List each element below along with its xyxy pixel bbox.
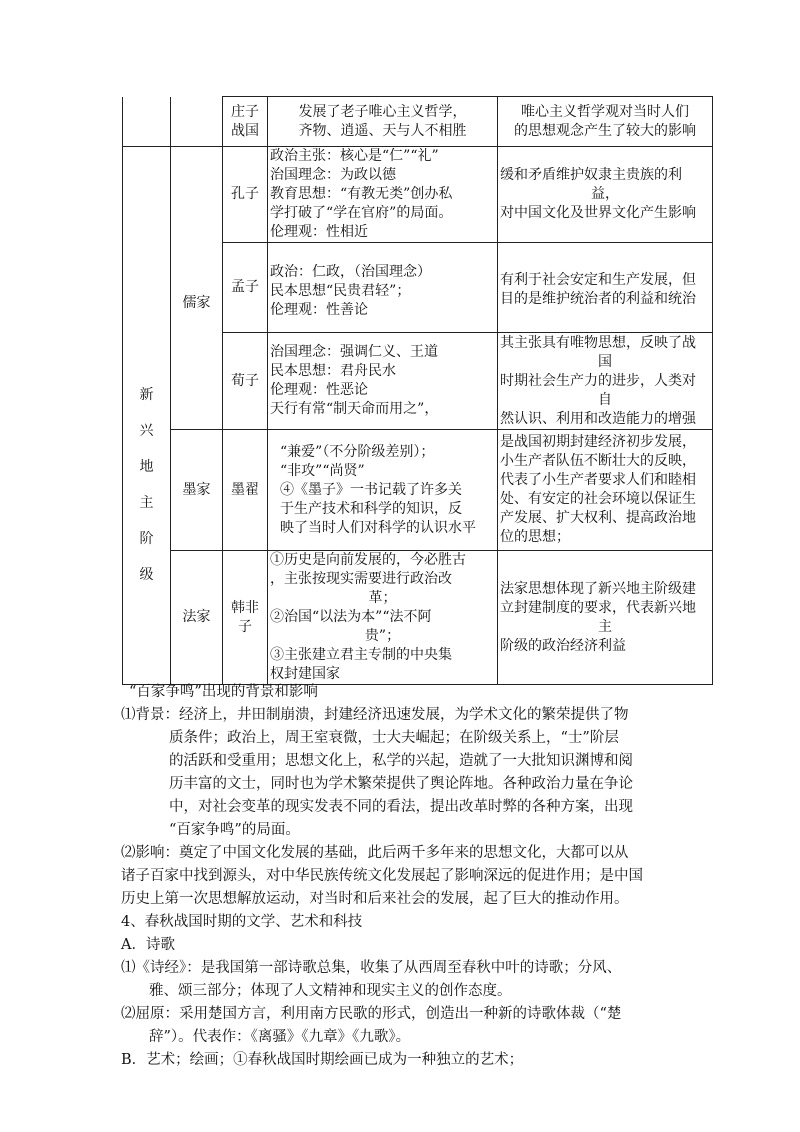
effect-line-1: ⑵影响：奠定了中国文化发展的基础，此后两千多年来的思想文化，大都可以从 xyxy=(121,845,629,861)
row-hanfeizi xyxy=(123,551,713,685)
heading-background: “百家争鸣”出现的背景和影响 xyxy=(129,684,318,700)
school-fajia: 法家 xyxy=(171,551,223,685)
background-line-5: 中，对社会变革的现实发表不同的看法，提出改革时弊的各种方案，出现 xyxy=(169,799,633,815)
effect-line-2: 诸子百家中找到源头，对中华民族传统文化发展起了影响深远的促进作用；是中国 xyxy=(121,868,643,884)
thought-xunzi: 治国理念：强调仁义、王道 民本思想：君舟民水 伦理观：性恶论 天行有常“制天命而用之”， xyxy=(268,333,498,430)
thought-mozi: “兼爱”（不分阶级差别）； “非攻”“尚贤” ④《墨子》一书记载了许多关 于生产技术和科学的知识，反 映了当时人们对科学的认识水平 xyxy=(268,430,498,551)
thought-hanfeizi: ①历史是向前发展的，今必胜古 ，主张按现实需要进行政治改 革； ②治国“以法为本”“法不阿 贵”； ③主张建立君主专制的中央集 权封建国家 xyxy=(268,551,498,685)
shijing-line-2: 雅、颂三部分；体现了人文精神和现实主义的创作态度。 xyxy=(149,983,512,999)
evaluation-zhuangzi: 唯心主义哲学观对当时人们 的思想观念产生了较大的影响 xyxy=(498,97,713,147)
section-heading-4: 4、春秋战国时期的文学、艺术和科技 xyxy=(121,914,363,930)
background-line-6: “百家争鸣”的局面。 xyxy=(169,822,300,838)
shijing-line-1: ⑴《诗经》：是我国第一部诗歌总集，收集了从西周至春秋中叶的诗歌；分风、 xyxy=(121,960,622,976)
name-mengzi: 孟子 xyxy=(223,243,268,333)
name-zhuangzi: 庄子 战国 xyxy=(223,97,268,147)
school-rujia: 儒家 xyxy=(171,147,223,430)
row-mozi xyxy=(123,430,713,551)
subheading-b: B．艺术；绘画；①春秋战国时期绘画已成为一种独立的艺术； xyxy=(121,1052,524,1068)
name-kongzi: 孔子 xyxy=(223,147,268,243)
evaluation-hanfeizi: 法家思想体现了新兴地主阶级建 立封建制度的要求，代表新兴地 主 阶级的政治经济利益 xyxy=(498,551,713,685)
background-line-3: 的活跃和受重用；思想文化上，私学的兴起，造就了一大批知识渊博和阅 xyxy=(169,753,633,769)
evaluation-mengzi: 有利于社会安定和生产发展，但 目的是维护统治者的利益和统治 xyxy=(498,243,713,333)
body-text xyxy=(121,681,721,1072)
evaluation-xunzi: 其主张具有唯物思想，反映了战 国 时期社会生产力的进步，人类对 自 然认识、利用和改造能力的增强 xyxy=(498,333,713,430)
thought-kongzi: 政治主张：核心是“仁”“礼” 治国理念：为政以德 教育思想：“有教无类”创办私 学打破了“学在官府”的局面。 伦理观：性相近 xyxy=(268,147,498,243)
row-zhuangzi xyxy=(123,97,713,147)
school-mojia: 墨家 xyxy=(171,430,223,551)
quyuan-line-1: ⑵屈原：采用楚国方言，利用南方民歌的形式，创造出一种新的诗歌体裁（“楚 xyxy=(121,1006,622,1022)
row-kongzi xyxy=(123,147,713,243)
background-line-2: 质条件；政治上，周王室衰微，士大夫崛起；在阶级关系上，“士”阶层 xyxy=(169,730,619,746)
evaluation-mozi: 是战国初期封建经济初步发展， 小生产者队伍不断壮大的反映， 代表了小生产者要求人们和睦相 处、有安定的社会环境以保证生 产发展、扩大权利、提高政治地 位的思想； xyxy=(498,430,713,551)
thought-mengzi: 政治：仁政，（治国理念） 民本思想“民贵君轻”； 伦理观：性善论 xyxy=(268,243,498,333)
thought-zhuangzi: 发展了老子唯心主义哲学， 齐物、逍遥、天与人不相胜 xyxy=(268,97,498,147)
philosophy-table xyxy=(122,96,713,685)
name-mozi: 墨翟 xyxy=(223,430,268,551)
name-xunzi: 荀子 xyxy=(223,333,268,430)
quyuan-line-2: 辞”）。代表作：《离骚》《九章》《九歌》。 xyxy=(149,1029,411,1045)
name-hanfeizi: 韩非子 xyxy=(223,551,268,685)
effect-line-3: 历史上第一次思想解放运动，对当时和后来社会的发展，起了巨大的推动作用。 xyxy=(121,891,629,907)
evaluation-kongzi: 缓和矛盾维护奴隶主贵族的利 益， 对中国文化及世界文化产生影响 xyxy=(498,147,713,243)
subheading-a: A．诗歌 xyxy=(121,937,175,953)
background-line-1: ⑴背景：经济上，井田制崩溃，封建经济迅速发展，为学术文化的繁荣提供了物 xyxy=(121,707,629,723)
background-line-4: 历丰富的文士，同时也为学术繁荣提供了舆论阵地。各种政治力量在争论 xyxy=(169,776,633,792)
class-label-cell: 新 兴 地 主 阶 级 xyxy=(123,147,171,685)
